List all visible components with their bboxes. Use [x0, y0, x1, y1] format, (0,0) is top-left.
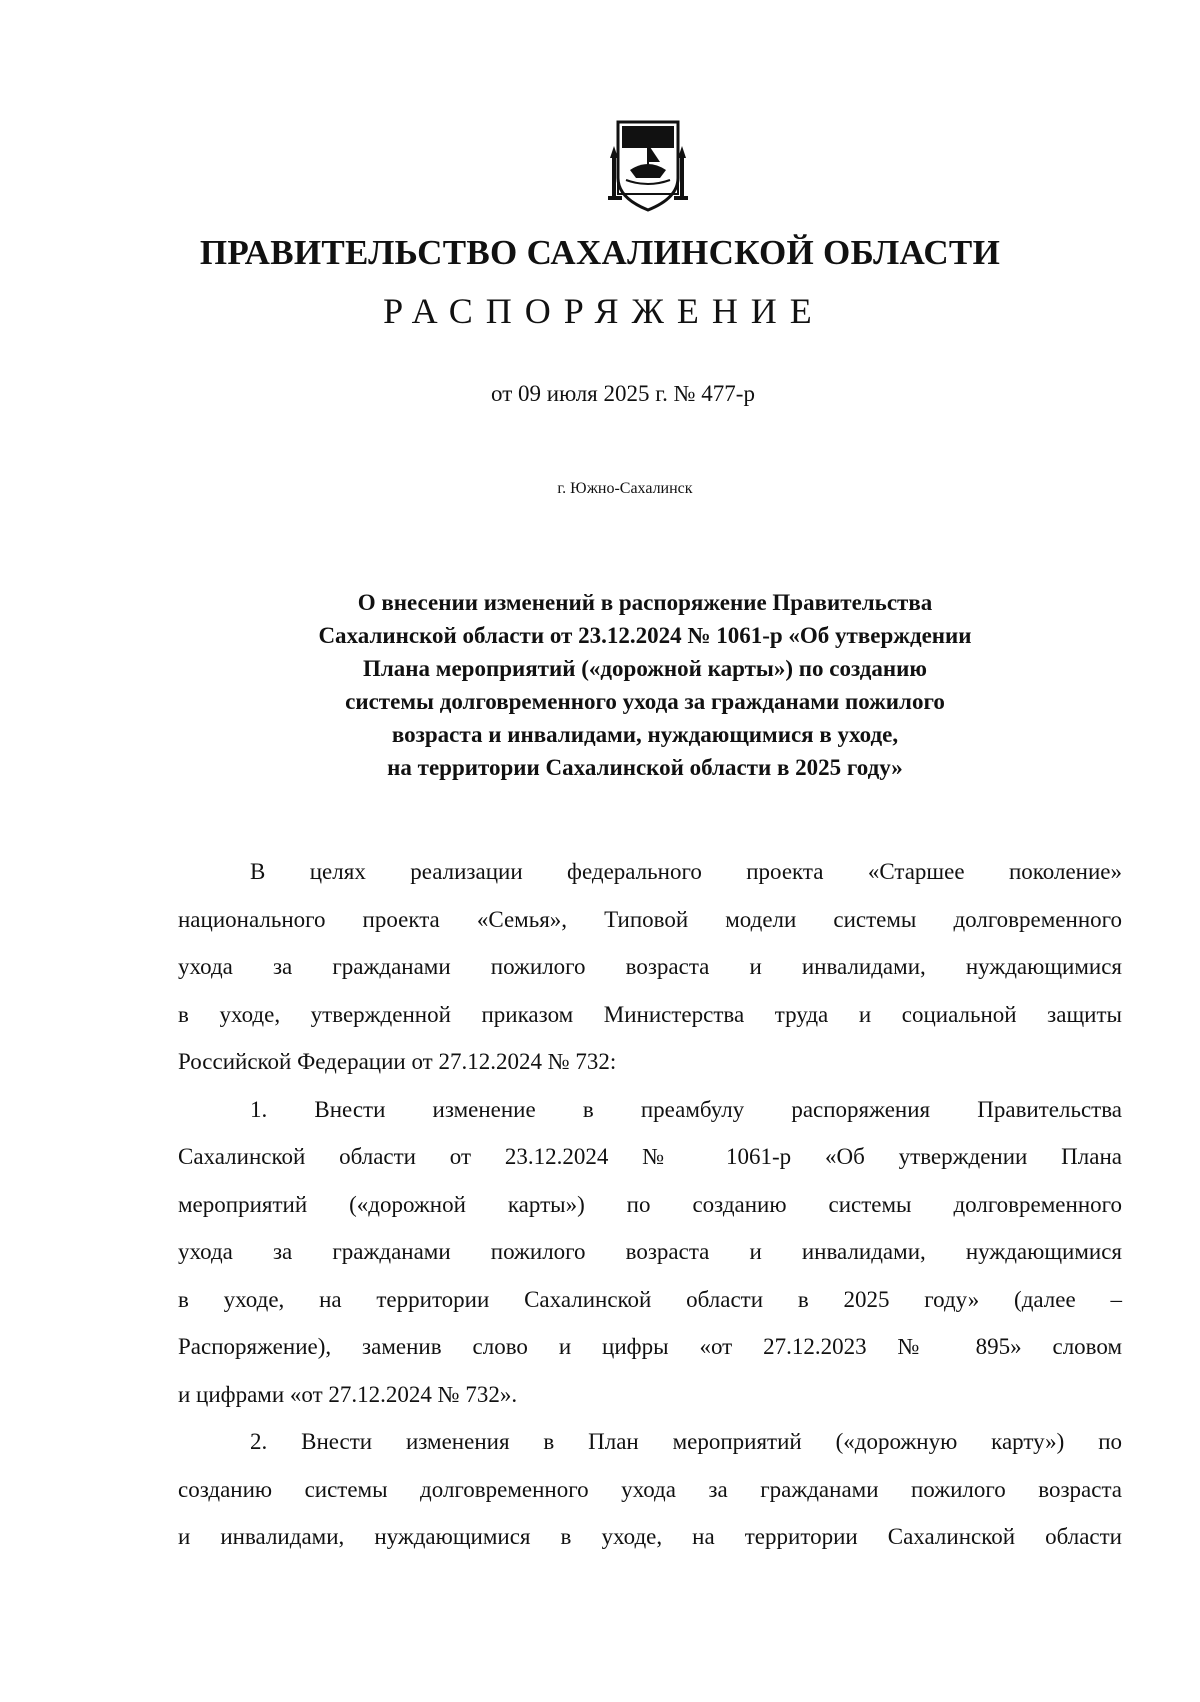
document-type: РАСПОРЯЖЕНИЕ — [383, 291, 825, 331]
document-body — [178, 848, 1122, 1561]
body-line: 2. Внести изменения в План мероприятий («дорожную карту») по — [250, 1429, 1122, 1454]
paragraph-preamble — [178, 848, 1122, 1086]
body-line: ухода за гражданами пожилого возраста и инвалидами, нуждающимися — [178, 1239, 1122, 1264]
body-line: Распоряжение), заменив слово и цифры «от 27.12.2023 № 895» словом — [178, 1334, 1122, 1359]
subject-line: Сахалинской области от 23.12.2024 № 1061-р «Об утверждении — [318, 623, 972, 648]
body-line: ухода за гражданами пожилого возраста и инвалидами, нуждающимися — [178, 954, 1122, 979]
government-title: ПРАВИТЕЛЬСТВО САХАЛИНСКОЙ ОБЛАСТИ — [199, 233, 1001, 272]
body-line: 1. Внести изменение в преамбулу распоряжения Правительства — [250, 1096, 1122, 1122]
document-subject — [230, 586, 1060, 784]
body-line: мероприятий («дорожной карты») по созданию системы долговременного — [178, 1191, 1122, 1217]
subject-line: возраста и инвалидами, нуждающимися в уходе, — [391, 722, 899, 747]
body-line: в уходе, на территории Сахалинской области в 2025 году» (далее – — [178, 1286, 1122, 1312]
body-line: национального проекта «Семья», Типовой модели системы долговременного — [178, 906, 1122, 932]
body-line: созданию системы долговременного ухода за гражданами пожилого возраста — [178, 1476, 1122, 1502]
document-date-number: от 09 июля 2025 г. № 477-р — [491, 381, 755, 406]
body-line: и цифрами «от 27.12.2024 № 732». — [178, 1381, 518, 1407]
document-city: г. Южно-Сахалинск — [557, 480, 693, 497]
sakhalin-coat-of-arms-icon — [604, 118, 692, 216]
subject-line: О внесении изменений в распоряжение Правительства — [357, 590, 933, 615]
subject-line: на территории Сахалинской области в 2025 году» — [387, 755, 903, 780]
subject-line: системы долговременного ухода за гражданами пожилого — [345, 689, 945, 714]
body-line: Российской Федерации от 27.12.2024 № 732: — [178, 1049, 617, 1074]
body-line: Сахалинской области от 23.12.2024 № 1061-р «Об утверждении Плана — [178, 1144, 1122, 1169]
paragraph-item-2 — [178, 1418, 1122, 1561]
body-line: и инвалидами, нуждающимися в уходе, на территории Сахалинской области — [178, 1524, 1122, 1549]
body-line: в уходе, утвержденной приказом Министерства труда и социальной защиты — [178, 1001, 1122, 1027]
subject-line: Плана мероприятий («дорожной карты») по созданию — [362, 656, 927, 681]
paragraph-item-1 — [178, 1086, 1122, 1419]
body-line: В целях реализации федерального проекта «Старшее поколение» — [250, 859, 1122, 884]
